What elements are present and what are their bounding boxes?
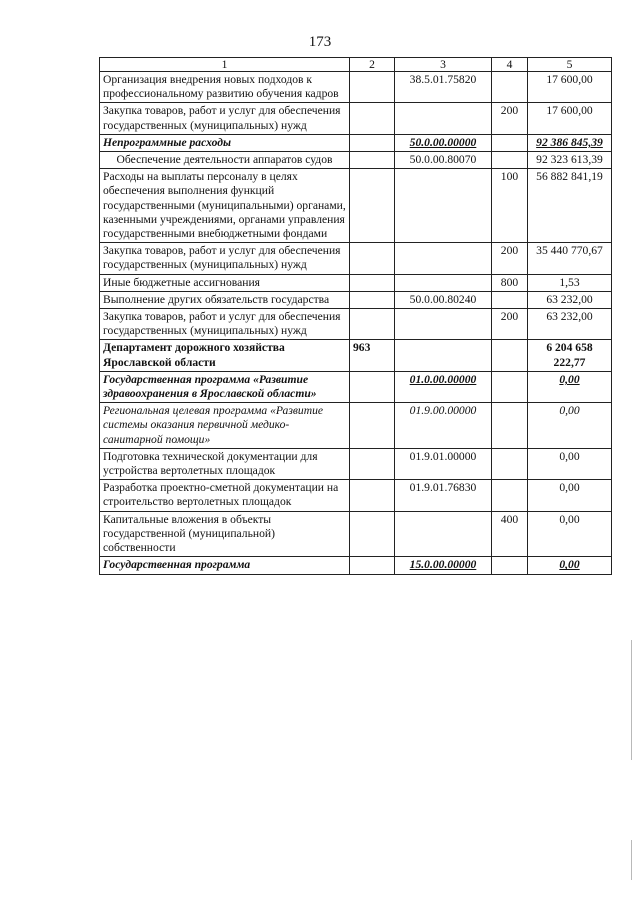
row-ved (350, 448, 395, 479)
row-code (395, 274, 492, 291)
row-kvr: 200 (492, 309, 528, 340)
row-ved (350, 480, 395, 511)
row-kvr (492, 291, 528, 308)
row-ved: 963 (350, 340, 395, 371)
row-name: Выполнение других обязательств государства (100, 291, 350, 308)
table-row (100, 511, 612, 557)
row-ved (350, 152, 395, 169)
row-code: 50.0.00.80070 (395, 152, 492, 169)
row-amount: 92 386 845,39 (528, 134, 612, 151)
row-name: Расходы на выплаты персоналу в целях обеспечения выполнения функций государственными (муниципальными) органами, казенными учреждениями, органами управления государственными внебюджетными фондами (100, 169, 350, 243)
table-row (100, 152, 612, 169)
table-row (100, 371, 612, 402)
row-ved (350, 169, 395, 243)
row-amount: 0,00 (528, 480, 612, 511)
scan-edge-mark (631, 840, 632, 880)
row-ved (350, 134, 395, 151)
row-ved (350, 557, 395, 574)
row-amount: 63 232,00 (528, 309, 612, 340)
row-amount: 0,00 (528, 448, 612, 479)
row-amount: 0,00 (528, 557, 612, 574)
row-kvr (492, 152, 528, 169)
row-ved (350, 403, 395, 449)
row-kvr (492, 403, 528, 449)
header-cell-name: 1 (100, 58, 350, 72)
row-kvr (492, 448, 528, 479)
header-cell-code: 3 (395, 58, 492, 72)
table-row (100, 72, 612, 103)
row-amount: 17 600,00 (528, 72, 612, 103)
row-name: Региональная целевая программа «Развитие системы оказания первичной медико-санитарной помощи» (100, 403, 350, 449)
row-amount: 0,00 (528, 403, 612, 449)
row-code (395, 511, 492, 557)
row-ved (350, 103, 395, 134)
row-code: 01.9.00.00000 (395, 403, 492, 449)
header-row (100, 58, 612, 72)
table-row (100, 103, 612, 134)
table-row (100, 291, 612, 308)
row-amount: 6 204 658 222,77 (528, 340, 612, 371)
row-name: Закупка товаров, работ и услуг для обеспечения государственных (муниципальных) нужд (100, 309, 350, 340)
row-name: Департамент дорожного хозяйства Ярославской области (100, 340, 350, 371)
row-name: Закупка товаров, работ и услуг для обеспечения государственных (муниципальных) нужд (100, 103, 350, 134)
row-name: Непрограммные расходы (100, 134, 350, 151)
row-kvr (492, 371, 528, 402)
row-code (395, 340, 492, 371)
row-code: 01.9.01.00000 (395, 448, 492, 479)
row-code: 01.9.01.76830 (395, 480, 492, 511)
row-kvr (492, 134, 528, 151)
table-row (100, 169, 612, 243)
row-code: 01.0.00.00000 (395, 371, 492, 402)
table-row (100, 309, 612, 340)
row-ved (350, 371, 395, 402)
row-amount: 0,00 (528, 511, 612, 557)
row-amount: 35 440 770,67 (528, 243, 612, 274)
row-kvr (492, 557, 528, 574)
row-amount: 92 323 613,39 (528, 152, 612, 169)
row-name: Подготовка технической документации для устройства вертолетных площадок (100, 448, 350, 479)
row-ved (350, 291, 395, 308)
row-name: Организация внедрения новых подходов к профессиональному развитию обучения кадров (100, 72, 350, 103)
table-row (100, 557, 612, 574)
row-ved (350, 243, 395, 274)
row-name: Обеспечение деятельности аппаратов судов (100, 152, 350, 169)
row-ved (350, 274, 395, 291)
table-body (100, 72, 612, 575)
row-kvr: 200 (492, 243, 528, 274)
row-kvr: 200 (492, 103, 528, 134)
table-row (100, 448, 612, 479)
row-kvr: 800 (492, 274, 528, 291)
row-ved (350, 309, 395, 340)
table-row (100, 403, 612, 449)
row-name: Разработка проектно-сметной документации на строительство вертолетных площадок (100, 480, 350, 511)
row-amount: 0,00 (528, 371, 612, 402)
scan-edge-mark (631, 640, 632, 760)
header-cell-amount: 5 (528, 58, 612, 72)
row-kvr: 400 (492, 511, 528, 557)
row-amount: 63 232,00 (528, 291, 612, 308)
header-cell-ved: 2 (350, 58, 395, 72)
budget-table (99, 57, 612, 575)
row-name: Иные бюджетные ассигнования (100, 274, 350, 291)
table-row (100, 243, 612, 274)
row-code: 50.0.00.80240 (395, 291, 492, 308)
table-row (100, 340, 612, 371)
row-code (395, 169, 492, 243)
table-row (100, 274, 612, 291)
row-kvr (492, 340, 528, 371)
row-name: Закупка товаров, работ и услуг для обеспечения государственных (муниципальных) нужд (100, 243, 350, 274)
row-name: Государственная программа (100, 557, 350, 574)
row-code: 38.5.01.75820 (395, 72, 492, 103)
header-cell-kvr: 4 (492, 58, 528, 72)
row-ved (350, 72, 395, 103)
row-name: Государственная программа «Развитие здравоохранения в Ярославской области» (100, 371, 350, 402)
table-row (100, 134, 612, 151)
row-code: 50.0.00.00000 (395, 134, 492, 151)
row-kvr (492, 72, 528, 103)
page-number: 173 (308, 34, 332, 50)
row-amount: 17 600,00 (528, 103, 612, 134)
row-kvr: 100 (492, 169, 528, 243)
row-name: Капитальные вложения в объекты государственной (муниципальной) собственности (100, 511, 350, 557)
table-row (100, 480, 612, 511)
row-kvr (492, 480, 528, 511)
row-code: 15.0.00.00000 (395, 557, 492, 574)
row-amount: 56 882 841,19 (528, 169, 612, 243)
row-ved (350, 511, 395, 557)
row-amount: 1,53 (528, 274, 612, 291)
row-code (395, 309, 492, 340)
row-code (395, 103, 492, 134)
row-code (395, 243, 492, 274)
